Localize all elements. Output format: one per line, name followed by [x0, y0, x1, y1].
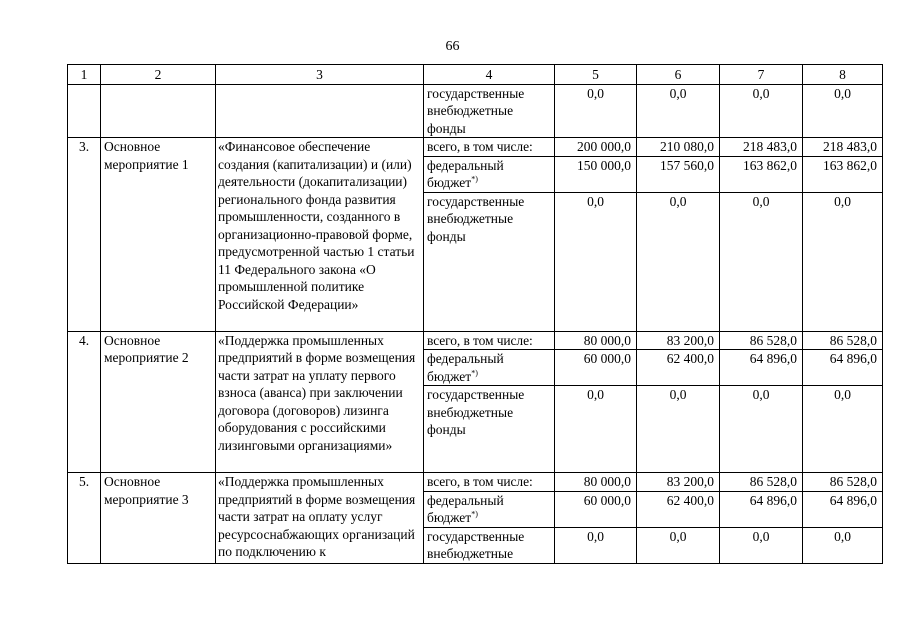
value-cell: 163 862,0 — [720, 156, 803, 192]
empty-cell — [216, 84, 424, 138]
source-label: всего, в том числе: — [424, 473, 555, 492]
value-cell: 64 896,0 — [803, 350, 883, 386]
source-label: всего, в том числе: — [424, 331, 555, 350]
row-number: 5. — [68, 473, 101, 564]
value-cell: 62 400,0 — [637, 491, 720, 527]
source-label: государственные внебюджетные фонды — [424, 192, 555, 331]
source-label — [424, 491, 555, 527]
column-header: 1 — [68, 65, 101, 85]
table-row — [68, 138, 883, 157]
value-cell: 0,0 — [637, 527, 720, 563]
table-row — [68, 331, 883, 350]
value-cell: 157 560,0 — [637, 156, 720, 192]
source-label-text: федеральный бюджет — [427, 351, 504, 384]
row-number: 3. — [68, 138, 101, 332]
value-cell: 0,0 — [803, 527, 883, 563]
value-cell: 218 483,0 — [720, 138, 803, 157]
value-cell: 86 528,0 — [720, 331, 803, 350]
source-label — [424, 350, 555, 386]
source-label: государственные внебюджетные фонды — [424, 84, 555, 138]
column-header: 7 — [720, 65, 803, 85]
value-cell: 163 862,0 — [803, 156, 883, 192]
value-cell: 0,0 — [555, 386, 637, 473]
column-header: 3 — [216, 65, 424, 85]
table-row — [68, 473, 883, 492]
source-label-text: федеральный бюджет — [427, 492, 504, 525]
value-cell: 83 200,0 — [637, 331, 720, 350]
program-funding-table — [67, 64, 883, 564]
footnote-mark: *) — [471, 509, 478, 519]
value-cell: 86 528,0 — [720, 473, 803, 492]
value-cell: 0,0 — [637, 192, 720, 331]
value-cell: 210 080,0 — [637, 138, 720, 157]
value-cell: 0,0 — [555, 192, 637, 331]
source-label: всего, в том числе: — [424, 138, 555, 157]
column-number-row — [68, 65, 883, 85]
value-cell: 0,0 — [720, 527, 803, 563]
empty-cell — [68, 84, 101, 138]
value-cell: 83 200,0 — [637, 473, 720, 492]
value-cell: 150 000,0 — [555, 156, 637, 192]
column-header: 5 — [555, 65, 637, 85]
source-label-text: федеральный бюджет — [427, 157, 504, 190]
value-cell: 0,0 — [637, 386, 720, 473]
value-cell: 86 528,0 — [803, 331, 883, 350]
column-header: 8 — [803, 65, 883, 85]
activity-name: Основное мероприятие 3 — [101, 473, 216, 564]
activity-name: Основное мероприятие 2 — [101, 331, 216, 473]
value-cell: 80 000,0 — [555, 331, 637, 350]
activity-description: «Поддержка промышленных предприятий в форме возмещения части затрат на оплату услуг ресурсоснабжающих организаций по подключению к — [216, 473, 424, 564]
value-cell: 0,0 — [637, 84, 720, 138]
value-cell: 60 000,0 — [555, 350, 637, 386]
value-cell: 80 000,0 — [555, 473, 637, 492]
value-cell: 0,0 — [555, 84, 637, 138]
activity-description: «Поддержка промышленных предприятий в форме возмещения части затрат на уплату первого взноса (аванса) при заключении договора (договоров) лизинга оборудования с российскими лизинговыми организациями» — [216, 331, 424, 473]
source-label: государственные внебюджетные фонды — [424, 386, 555, 473]
activity-name: Основное мероприятие 1 — [101, 138, 216, 332]
value-cell: 0,0 — [803, 84, 883, 138]
value-cell: 0,0 — [803, 386, 883, 473]
value-cell: 64 896,0 — [803, 491, 883, 527]
value-cell: 64 896,0 — [720, 491, 803, 527]
value-cell: 64 896,0 — [720, 350, 803, 386]
page-number: 66 — [445, 39, 460, 54]
footnote-mark: *) — [471, 368, 478, 377]
empty-cell — [101, 84, 216, 138]
footnote-mark: *) — [471, 174, 478, 184]
column-header: 2 — [101, 65, 216, 85]
value-cell: 200 000,0 — [555, 138, 637, 157]
column-header: 6 — [637, 65, 720, 85]
value-cell: 60 000,0 — [555, 491, 637, 527]
value-cell: 86 528,0 — [803, 473, 883, 492]
continuation-row — [68, 84, 883, 138]
value-cell: 218 483,0 — [803, 138, 883, 157]
column-header: 4 — [424, 65, 555, 85]
value-cell: 0,0 — [803, 192, 883, 331]
source-label — [424, 156, 555, 192]
row-number: 4. — [68, 331, 101, 473]
source-label: государственные внебюджетные — [424, 527, 555, 563]
value-cell: 0,0 — [555, 527, 637, 563]
value-cell: 0,0 — [720, 192, 803, 331]
activity-description: «Финансовое обеспечение создания (капитализации) и (или) деятельности (докапитализации) регионального фонда развития промышленности, созданного в организационно-правовой форме, предусмотренной частью 1 статьи 11 Федерального закона «О промышленной политике Российской Федерации» — [216, 138, 424, 332]
value-cell: 62 400,0 — [637, 350, 720, 386]
value-cell: 0,0 — [720, 386, 803, 473]
value-cell: 0,0 — [720, 84, 803, 138]
